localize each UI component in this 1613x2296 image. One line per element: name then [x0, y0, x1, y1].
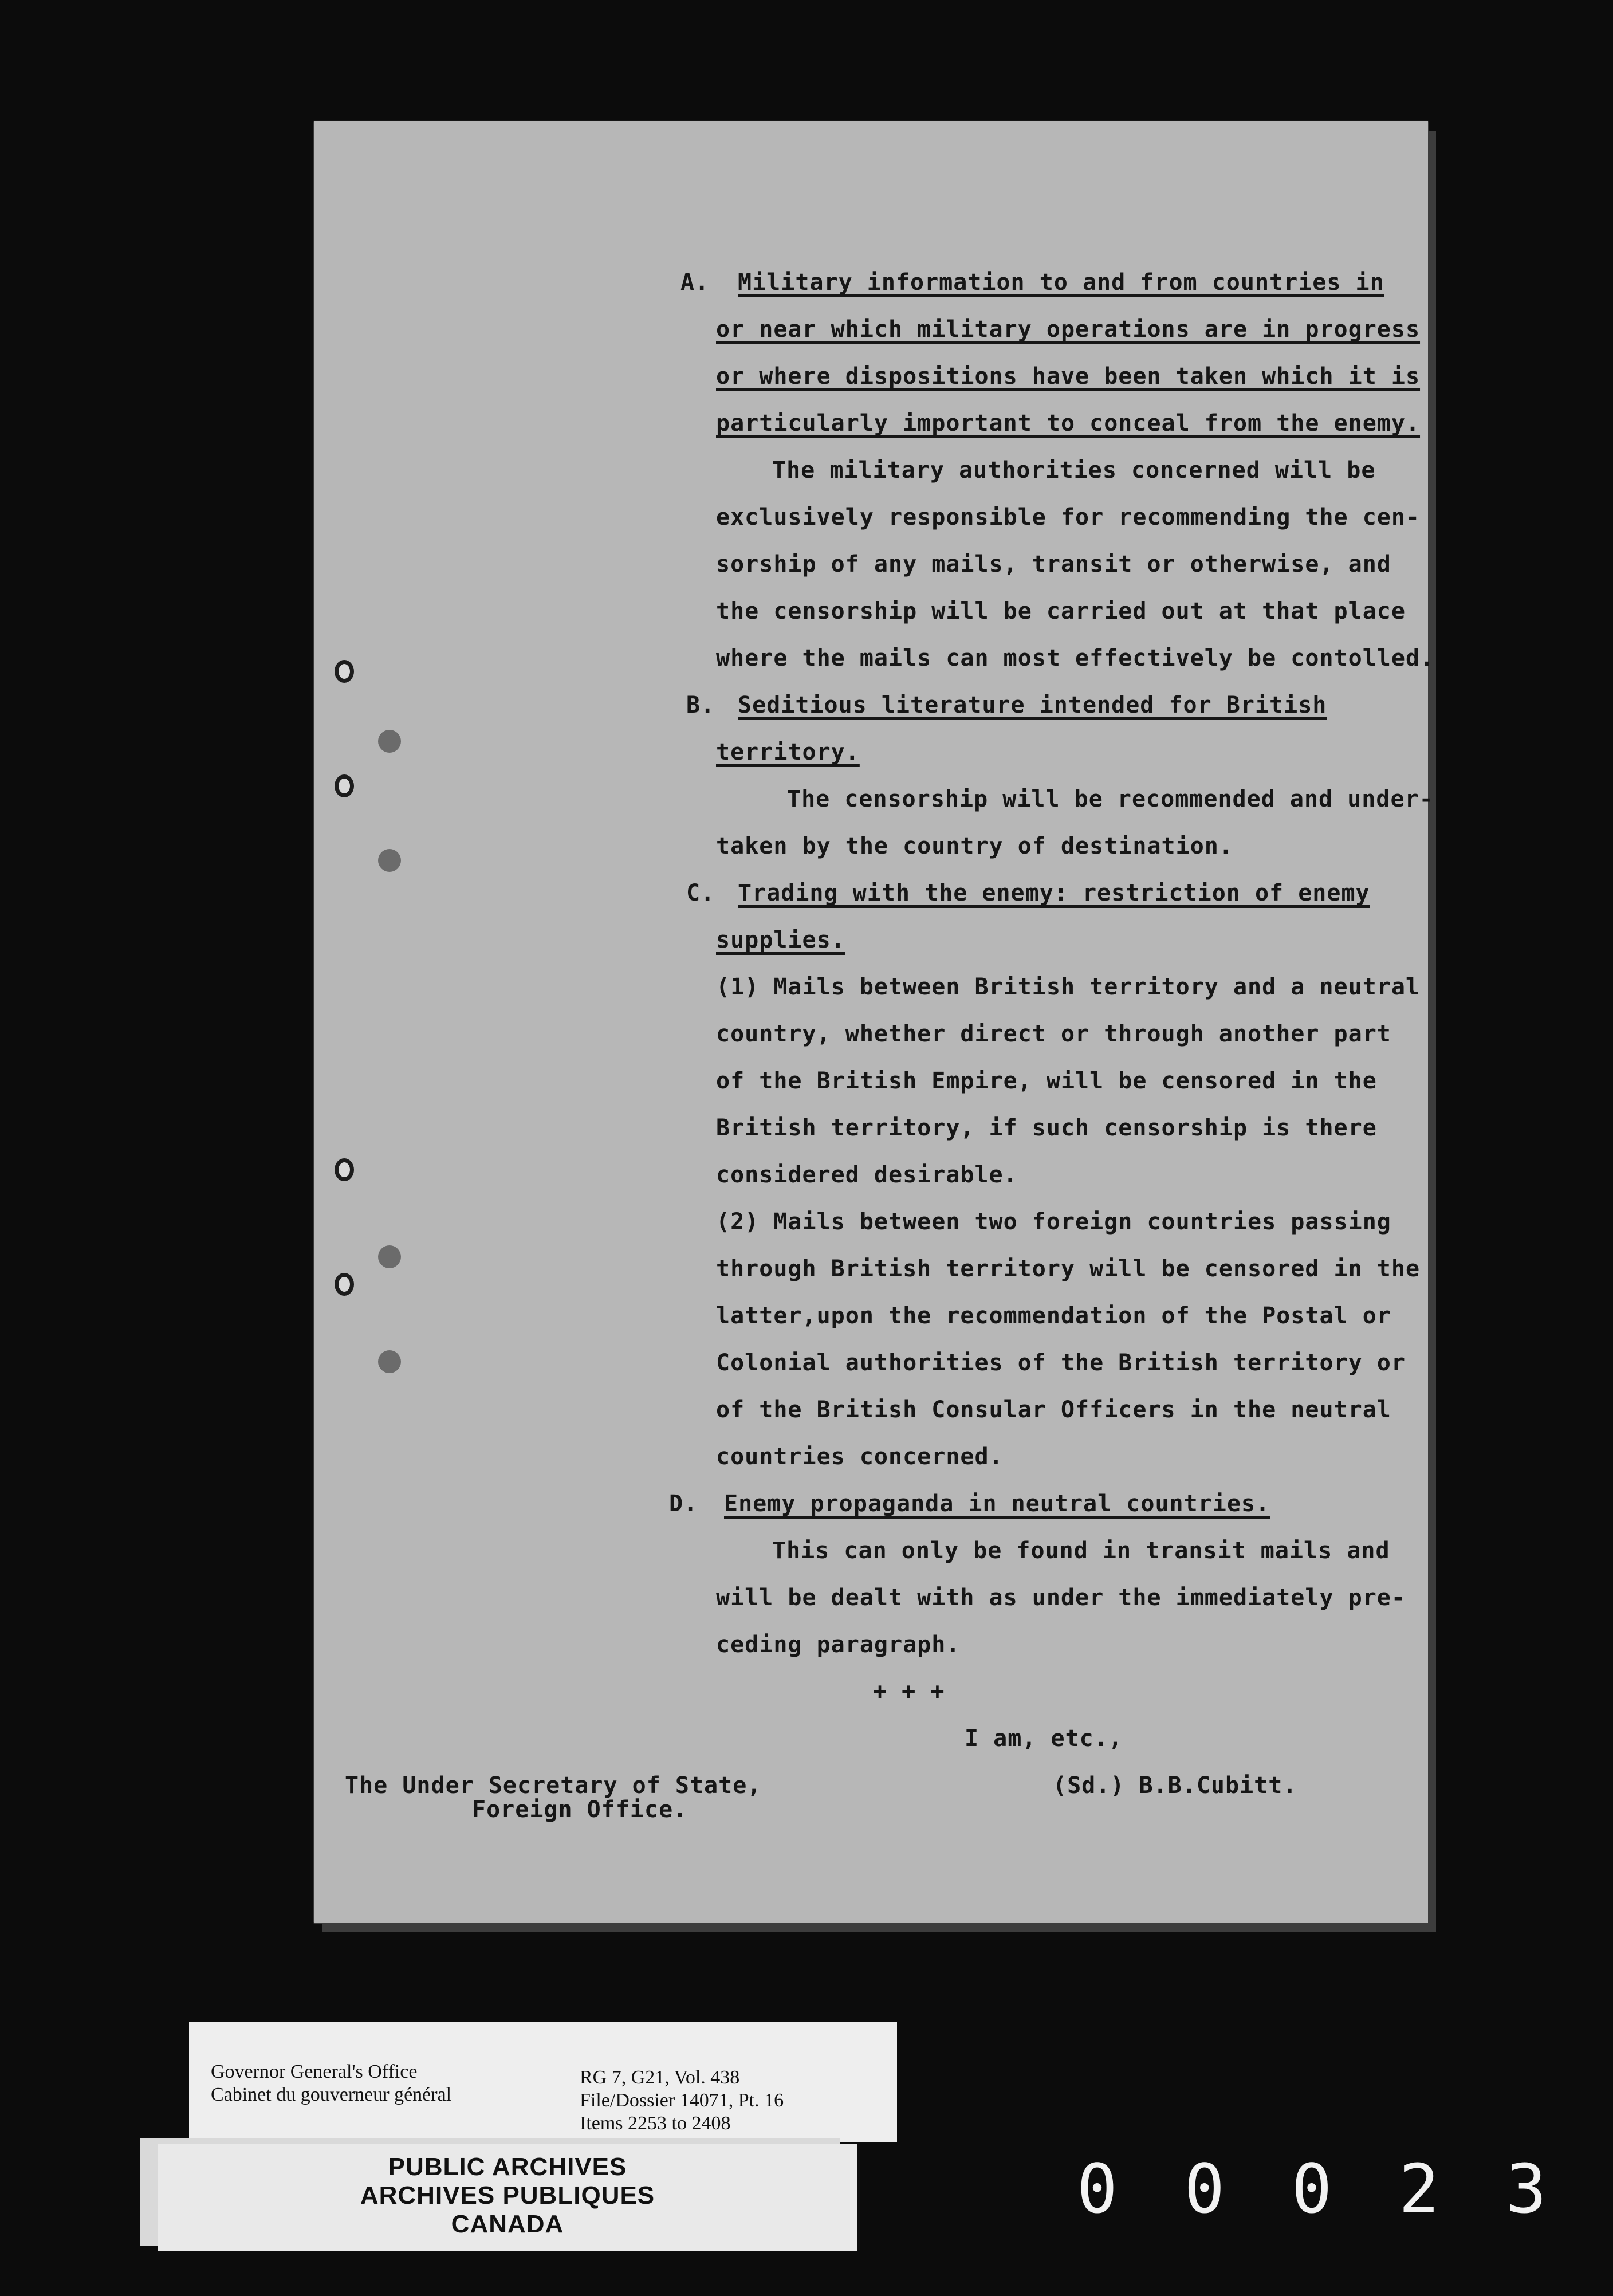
section-a-body-line: sorship of any mails, transit or otherwise, and [716, 551, 1391, 577]
section-separator: + + + [873, 1678, 945, 1705]
closing: I am, etc., [965, 1725, 1123, 1752]
section-d-body-line: will be dealt with as under the immediately pre- [716, 1585, 1406, 1611]
frame-number [1077, 2149, 1547, 2228]
frame-digit: 0 [1184, 2149, 1225, 2228]
frame-digit: 0 [1291, 2149, 1332, 2228]
archive-label [189, 2022, 897, 2142]
section-c-para2-line: (2) Mails between two foreign countries passing [716, 1209, 1391, 1235]
section-b-marker: B. [686, 692, 715, 718]
section-c-para1-line: of the British Empire, will be censored in the [716, 1068, 1377, 1094]
section-d-heading: Enemy propaganda in neutral countries. [724, 1491, 1270, 1517]
binder-mark [378, 1245, 401, 1268]
section-c-heading-line: supplies. [716, 927, 845, 953]
section-c-para2-line: latter,upon the recommendation of the Postal or [716, 1303, 1391, 1329]
reference-line: Items 2253 to 2408 [580, 2113, 731, 2134]
section-d-marker: D. [669, 1491, 698, 1517]
binder-mark [378, 849, 401, 872]
punch-hole [335, 1273, 354, 1296]
document-page [314, 121, 1435, 1923]
section-a-body-line: the censorship will be carried out at that place [716, 598, 1406, 624]
punch-hole [335, 1158, 354, 1181]
section-a-heading-line: particularly important to conceal from the enemy. [716, 410, 1421, 437]
section-b-body-line: The censorship will be recommended and under- [787, 786, 1434, 812]
addressee-line: Foreign Office. [472, 1796, 688, 1823]
section-b-heading-line: Seditious literature intended for British [738, 692, 1327, 718]
section-c-para1-line: British territory, if such censorship is there [716, 1115, 1377, 1141]
binder-mark [378, 730, 401, 753]
reference-line: RG 7, G21, Vol. 438 [580, 2067, 740, 2088]
frame-digit: 0 [1077, 2149, 1118, 2228]
stamp-line: ARCHIVES PUBLIQUES [360, 2181, 655, 2209]
section-b-body-line: taken by the country of destination. [716, 833, 1233, 859]
office-english: Governor General's Office [211, 2061, 418, 2082]
section-c-para2-line: of the British Consular Officers in the neutral [716, 1397, 1391, 1423]
section-a-heading-line: or where dispositions have been taken which it is [716, 363, 1421, 390]
frame-digit: 3 [1505, 2149, 1547, 2228]
binder-mark [378, 1350, 401, 1373]
section-a-body-line: where the mails can most effectively be contolled. [716, 645, 1435, 671]
signature: (Sd.) B.B.Cubitt. [1053, 1772, 1297, 1799]
section-a-heading-line: Military information to and from countries in [738, 269, 1384, 296]
section-c-heading-line: Trading with the enemy: restriction of enemy [738, 880, 1370, 906]
section-c-para2-line: through British territory will be censored in the [716, 1256, 1421, 1282]
punch-hole [335, 660, 354, 683]
section-a-body-line: The military authorities concerned will be [772, 457, 1376, 483]
section-c-para2-line: Colonial authorities of the British territory or [716, 1350, 1406, 1376]
archives-stamp [158, 2144, 857, 2251]
section-a-marker: A. [680, 269, 710, 296]
stamp-line: PUBLIC ARCHIVES [388, 2153, 627, 2181]
section-c-para2-line: countries concerned. [716, 1444, 1004, 1470]
punch-hole [335, 774, 354, 797]
office-french: Cabinet du gouverneur général [211, 2084, 452, 2105]
section-b-heading-line: territory. [716, 739, 860, 765]
frame-digit: 2 [1398, 2149, 1439, 2228]
section-c-para1-line: country, whether direct or through another part [716, 1021, 1391, 1047]
section-a-body-line: exclusively responsible for recommending the cen- [716, 504, 1421, 530]
section-c-marker: C. [686, 880, 715, 906]
reference-line: File/Dossier 14071, Pt. 16 [580, 2090, 784, 2111]
section-d-body-line: This can only be found in transit mails and [772, 1538, 1390, 1564]
stamp-line: CANADA [451, 2210, 564, 2238]
section-a-heading-line: or near which military operations are in progress [716, 316, 1421, 343]
section-c-para1-line: (1) Mails between British territory and a neutral [716, 974, 1421, 1000]
addressee-line: The Under Secretary of State, [345, 1772, 762, 1799]
section-d-body-line: ceding paragraph. [716, 1631, 961, 1658]
section-c-para1-line: considered desirable. [716, 1162, 1018, 1188]
